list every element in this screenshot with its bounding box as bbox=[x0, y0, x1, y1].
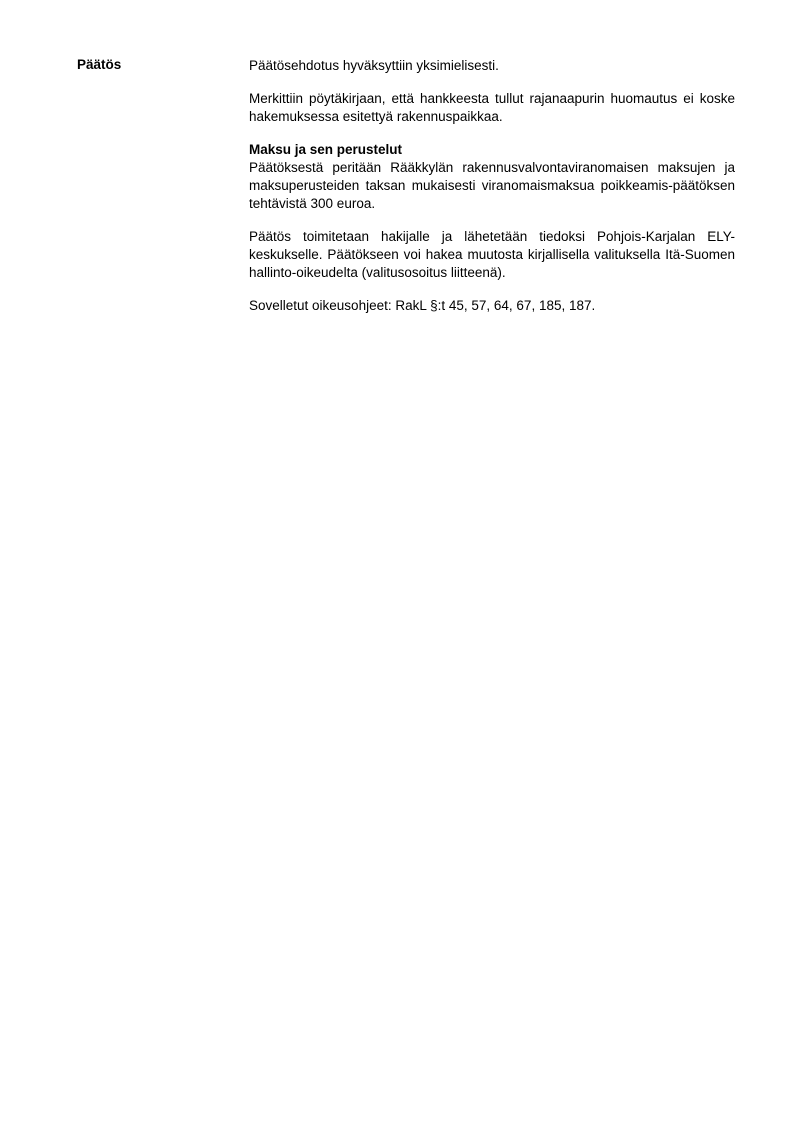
applied-law-paragraph: Sovelletut oikeusohjeet: RakL §:t 45, 57, 64, 67, 185, 187. bbox=[249, 298, 596, 313]
fee-text: Päätöksestä peritään Rääkkylän rakennusvalvontaviranomaisen maksujen ja maksuperusteiden taksan mukaisesti viranomaismaksua poikkeamis-päätöksen tehtävistä 300 euroa. bbox=[249, 160, 735, 211]
fee-title: Maksu ja sen perustelut bbox=[249, 142, 403, 157]
delivery-appeal-paragraph: Päätös toimitetaan hakijalle ja lähetetään tiedoksi Pohjois-Karjalan ELY-keskukselle. Päätökseen voi hakea muutosta kirjallisella valituksella Itä-Suomen hallinto-oikeudelta (valitusosoitus liitteenä). bbox=[249, 229, 735, 280]
neighbor-remark-paragraph: Merkittiin pöytäkirjaan, että hankkeesta tullut rajanaapurin huomautus ei koske hakemuksessa esitettyä rakennuspaikkaa. bbox=[249, 91, 735, 124]
section-heading: Päätös bbox=[77, 57, 122, 72]
section-body bbox=[249, 57, 735, 330]
fee-block bbox=[249, 141, 735, 213]
decision-paragraph: Päätösehdotus hyväksyttiin yksimielisesti. bbox=[249, 58, 499, 73]
